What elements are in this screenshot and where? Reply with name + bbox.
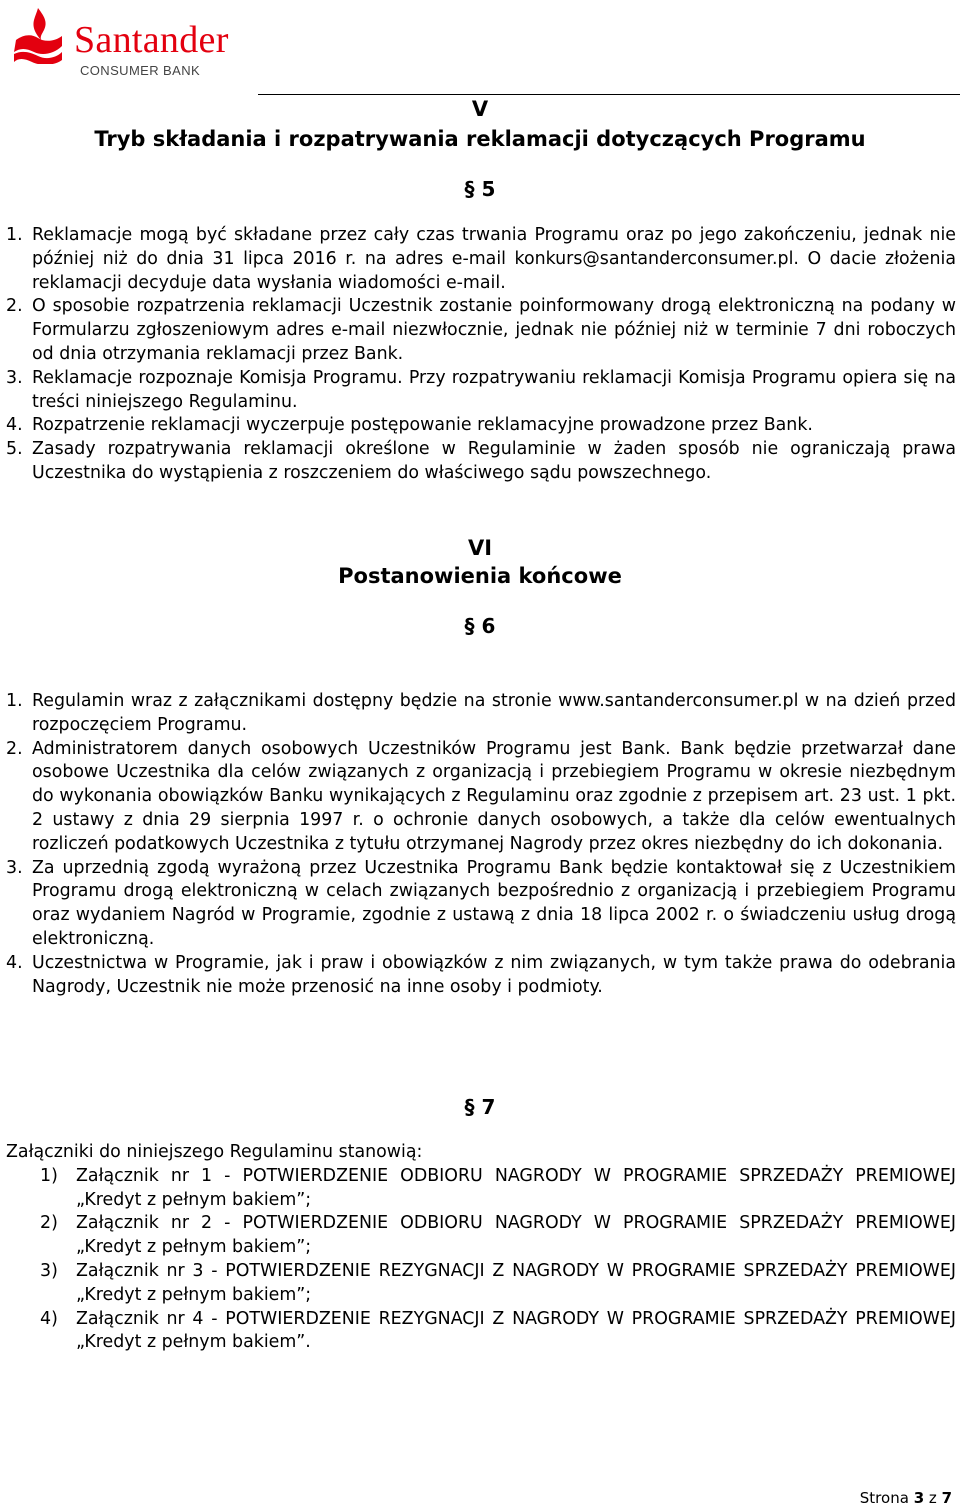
item-number: 2. bbox=[6, 296, 23, 317]
page-separator: z bbox=[928, 1489, 937, 1507]
section6-title: Postanowienia końcowe bbox=[338, 564, 622, 588]
section5-paragraph: § 5 bbox=[464, 177, 496, 201]
section5-roman: V bbox=[471, 97, 489, 121]
item-number: 5. bbox=[6, 439, 23, 460]
flame-icon bbox=[10, 6, 66, 64]
item-number: 2. bbox=[6, 738, 23, 759]
section7-paragraph: § 7 bbox=[464, 1095, 496, 1119]
list-item bbox=[6, 414, 956, 438]
list-item bbox=[6, 1212, 956, 1260]
section5-list bbox=[6, 224, 956, 486]
list-item bbox=[6, 1165, 956, 1213]
list-item bbox=[6, 1260, 956, 1308]
page-label: Strona bbox=[859, 1489, 909, 1507]
list-item bbox=[6, 224, 956, 295]
list-item bbox=[6, 438, 956, 486]
section5-title: Tryb składania i rozpatrywania reklamacji dotyczących Programu bbox=[94, 127, 866, 151]
list-item bbox=[6, 367, 956, 415]
item-number: 2) bbox=[40, 1213, 58, 1234]
item-number: 1. bbox=[6, 691, 23, 711]
list-item bbox=[6, 690, 956, 738]
item-text: Załącznik nr 4 - POTWIERDZENIE REZYGNACJI Z NAGRODY W PROGRAMIE SPRZEDAŻY PREMIOWEJ „Kredyt z pełnym bakiem”. bbox=[76, 1308, 956, 1353]
list-item bbox=[6, 857, 956, 952]
list-item bbox=[6, 1308, 956, 1356]
total-pages: 7 bbox=[941, 1489, 952, 1507]
item-number: 4. bbox=[6, 415, 23, 436]
item-text: Zasady rozpatrywania reklamacji określone w Regulaminie w żaden sposób nie ograniczają prawa Uczestnika do wystąpienia z roszczeniem do właściwego sądu powszechnego. bbox=[32, 439, 956, 483]
list-item bbox=[6, 295, 956, 366]
brand-name: Santander bbox=[74, 19, 229, 61]
item-text: Reklamacje mogą być składane przez cały czas trwania Programu oraz po jego zakończeniu, jednak nie później niż do dnia 31 lipca 2016 r. na adres e-mail konkurs@santanderconsumer.pl. O dacie złożenia reklamacji decyduje data wysłania wiadomości e-mail. bbox=[32, 225, 956, 293]
section6-list bbox=[6, 690, 956, 999]
section7-list bbox=[6, 1141, 956, 1355]
item-number: 1) bbox=[40, 1165, 58, 1186]
item-text: Załącznik nr 2 - POTWIERDZENIE ODBIORU NAGRODY W PROGRAMIE SPRZEDAŻY PREMIOWEJ „Kredyt z pełnym bakiem”; bbox=[76, 1213, 956, 1258]
item-text: Uczestnictwa w Programie, jak i praw i obowiązków z nim związanych, w tym także prawa do odebrania Nagrody, Uczestnik nie może przenosić na inne osoby i podmioty. bbox=[32, 952, 956, 997]
item-text: Rozpatrzenie reklamacji wyczerpuje postępowanie reklamacyjne prowadzone przez Bank. bbox=[32, 415, 813, 436]
item-text: Reklamacje rozpoznaje Komisja Programu. Przy rozpatrywaniu reklamacji Komisja Programu opiera się na treści niniejszego Regulaminu. bbox=[32, 367, 956, 412]
item-number: 3) bbox=[40, 1260, 58, 1281]
current-page: 3 bbox=[913, 1489, 925, 1507]
page-number bbox=[860, 1489, 952, 1507]
item-number: 1. bbox=[6, 225, 23, 245]
item-number: 4. bbox=[6, 952, 23, 973]
list-item bbox=[6, 952, 956, 1000]
item-number: 4) bbox=[40, 1308, 58, 1329]
section6-paragraph: § 6 bbox=[464, 614, 496, 638]
item-text: Administratorem danych osobowych Uczestników Programu jest Bank. Bank będzie przetwarzał dane osobowe Uczestnika dla celów związanych z organizacją i przebiegiem Programu w okresie niezbędnym do wykonania obowiązków Banku wynikających z Regulaminu oraz zgodnie z przepisem art. 23 ust. 1 pkt. 2 ustawy z dnia 29 sierpnia 1997 r. o ochronie danych osobowych, a także dla celów ewentualnych rozliczeń podatkowych Uczestnika z tytułu otrzymanej Nagrody przez okres niezbędny do ich dokonania. bbox=[32, 738, 956, 854]
item-text: Regulamin wraz z załącznikami dostępny będzie na stronie www.santanderconsumer.pl w na dzień przed rozpoczęciem Programu. bbox=[32, 691, 956, 735]
item-text: Za uprzednią zgodą wyrażoną przez Uczestnika Programu Bank będzie kontaktował się z Uczestnikiem Programu drogą elektroniczną w celach związanych bezpośrednio z organizacją i przebiegiem Programu oraz wydaniem Nagród w Programie, zgodnie z ustawą z dnia 18 lipca 2002 r. o świadczeniu usług drogą elektroniczną. bbox=[32, 857, 956, 949]
brand-subtitle: CONSUMER BANK bbox=[80, 63, 201, 78]
santander-logo bbox=[10, 6, 250, 80]
item-text: O sposobie rozpatrzenia reklamacji Uczestnik zostanie poinformowany drogą elektroniczną na podany w Formularzu zgłoszeniowym adres e-mail niezwłocznie, jednak nie później niż w terminie 7 dni roboczych od dnia otrzymania reklamacji przez Bank. bbox=[32, 296, 956, 364]
item-text: Załącznik nr 3 - POTWIERDZENIE REZYGNACJI Z NAGRODY W PROGRAMIE SPRZEDAŻY PREMIOWEJ „Kredyt z pełnym bakiem”; bbox=[76, 1260, 956, 1305]
attachments-intro: Załączniki do niniejszego Regulaminu stanowią: bbox=[6, 1142, 423, 1162]
item-number: 3. bbox=[6, 857, 23, 878]
item-text: Załącznik nr 1 - POTWIERDZENIE ODBIORU NAGRODY W PROGRAMIE SPRZEDAŻY PREMIOWEJ „Kredyt z pełnym bakiem”; bbox=[76, 1165, 956, 1210]
section6-roman: VI bbox=[467, 536, 493, 560]
list-item bbox=[6, 738, 956, 857]
item-number: 3. bbox=[6, 367, 23, 388]
